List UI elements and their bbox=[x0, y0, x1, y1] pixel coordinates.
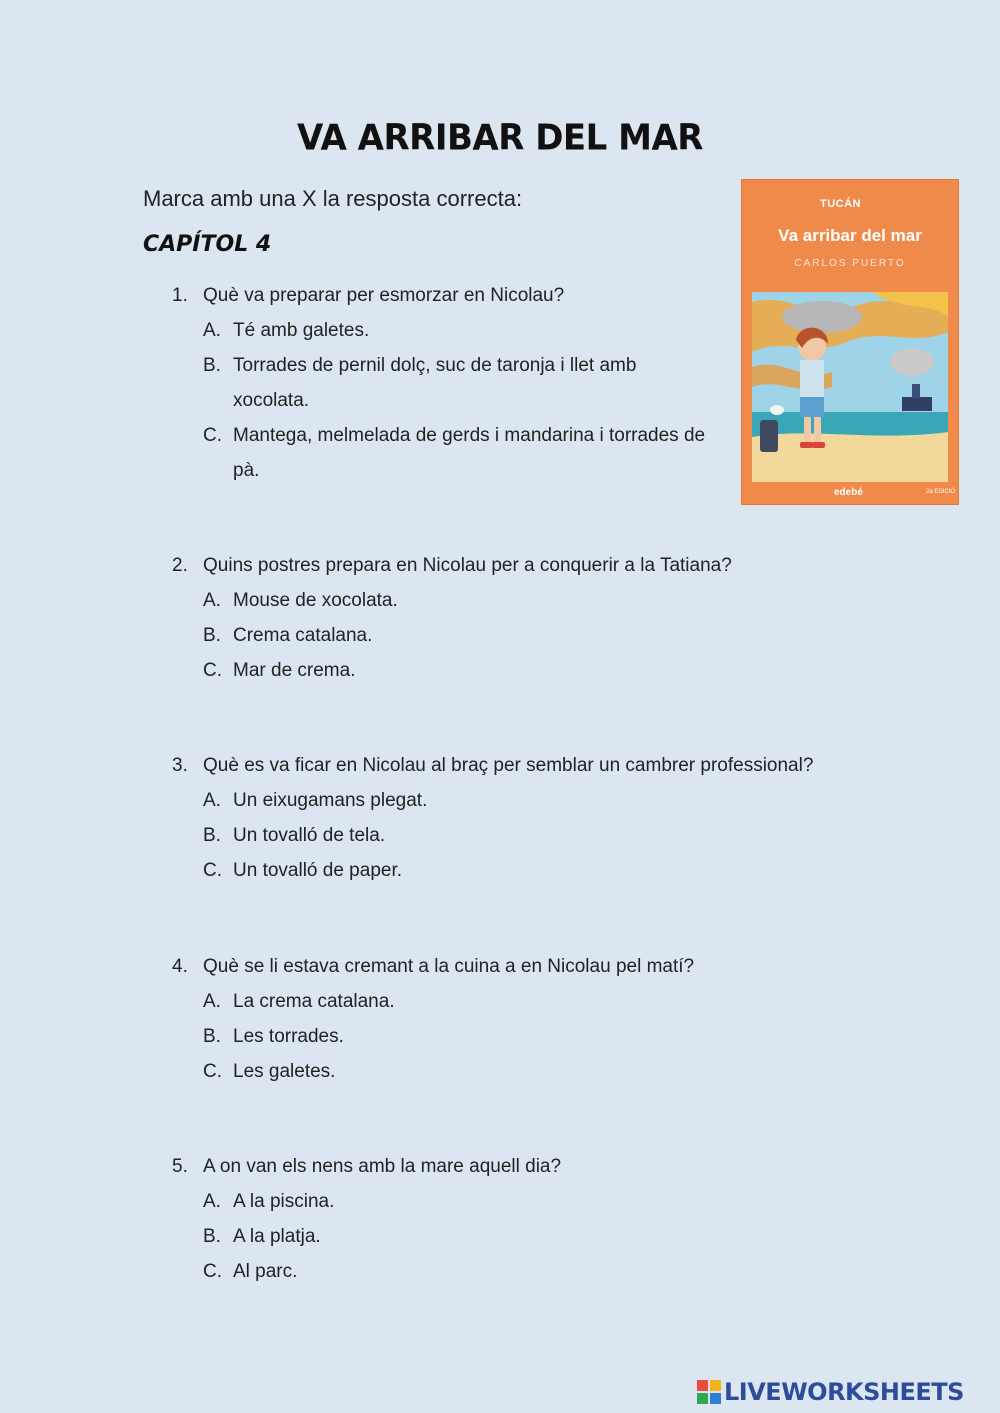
option-letter: B. bbox=[203, 825, 221, 846]
question-text: Què es va ficar en Nicolau al braç per semblar un cambrer professional? bbox=[203, 755, 814, 776]
question-5 bbox=[172, 1149, 872, 1289]
cover-title: Va arribar del mar bbox=[778, 226, 922, 245]
option-text: Crema catalana. bbox=[233, 625, 373, 646]
option-a[interactable] bbox=[203, 783, 872, 818]
option-c[interactable] bbox=[203, 653, 872, 688]
option-a[interactable] bbox=[203, 583, 872, 618]
option-letter: A. bbox=[203, 991, 221, 1012]
option-b[interactable] bbox=[203, 1019, 872, 1054]
question-4 bbox=[172, 949, 872, 1089]
option-letter: A. bbox=[203, 590, 221, 611]
liveworksheets-logo[interactable] bbox=[697, 1378, 964, 1406]
option-text: Mouse de xocolata. bbox=[233, 590, 398, 611]
option-a[interactable] bbox=[203, 313, 872, 348]
option-a[interactable] bbox=[203, 984, 872, 1019]
option-letter: A. bbox=[203, 790, 221, 811]
option-letter: C. bbox=[203, 860, 222, 881]
liveworksheets-logo-text: LIVEWORKSHEETS bbox=[724, 1378, 964, 1406]
option-text: Té amb galetes. bbox=[233, 320, 370, 341]
question-1 bbox=[172, 278, 872, 488]
option-text: Torrades de pernil dolç, suc de taronja i llet amb xocolata. bbox=[233, 355, 637, 411]
cover-publisher: edebé bbox=[834, 487, 863, 498]
option-c[interactable] bbox=[203, 1254, 872, 1289]
question-2 bbox=[172, 548, 872, 688]
option-a[interactable] bbox=[203, 1184, 872, 1219]
option-letter: B. bbox=[203, 625, 221, 646]
question-text: Quins postres prepara en Nicolau per a conquerir a la Tatiana? bbox=[203, 555, 732, 576]
cover-author: CARLOS PUERTO bbox=[794, 258, 906, 269]
option-b[interactable] bbox=[203, 818, 872, 853]
option-letter: C. bbox=[203, 660, 222, 681]
option-letter: B. bbox=[203, 1026, 221, 1047]
option-c[interactable] bbox=[203, 418, 872, 488]
option-text: Un tovalló de paper. bbox=[233, 860, 403, 881]
question-text: Què va preparar per esmorzar en Nicolau? bbox=[203, 285, 565, 306]
option-c[interactable] bbox=[203, 853, 872, 888]
option-text: Un tovalló de tela. bbox=[233, 825, 386, 846]
option-letter: C. bbox=[203, 1061, 222, 1082]
option-b[interactable] bbox=[203, 1219, 872, 1254]
option-letter: B. bbox=[203, 1226, 221, 1247]
option-text: Les torrades. bbox=[233, 1026, 344, 1047]
option-letter: C. bbox=[203, 425, 222, 446]
option-text: Al parc. bbox=[233, 1261, 298, 1282]
option-letter: A. bbox=[203, 320, 221, 341]
liveworksheets-logo-icon bbox=[697, 1380, 721, 1404]
question-number: 3. bbox=[172, 755, 188, 776]
option-letter: C. bbox=[203, 1261, 222, 1282]
option-b[interactable] bbox=[203, 348, 872, 418]
question-number: 2. bbox=[172, 555, 188, 576]
cover-brand: TUCÁN bbox=[820, 198, 861, 210]
option-text: A la piscina. bbox=[233, 1191, 335, 1212]
worksheet-title: VA ARRIBAR DEL MAR bbox=[296, 117, 703, 159]
option-text: Mantega, melmelada de gerds i mandarina i torrades de pà. bbox=[233, 425, 706, 481]
question-3 bbox=[172, 748, 872, 888]
question-number: 1. bbox=[172, 285, 188, 306]
option-b[interactable] bbox=[203, 618, 872, 653]
cover-edition: 2a EDICIÓ bbox=[926, 489, 956, 495]
option-letter: A. bbox=[203, 1191, 221, 1212]
option-text: Mar de crema. bbox=[233, 660, 356, 681]
option-c[interactable] bbox=[203, 1054, 872, 1089]
option-text: A la platja. bbox=[233, 1226, 321, 1247]
question-number: 5. bbox=[172, 1156, 188, 1177]
instruction-text: Marca amb una X la resposta correcta: bbox=[143, 186, 523, 211]
question-text: Què se li estava cremant a la cuina a en Nicolau pel matí? bbox=[203, 956, 695, 977]
question-text: A on van els nens amb la mare aquell dia? bbox=[203, 1156, 562, 1177]
option-text: Un eixugamans plegat. bbox=[233, 790, 428, 811]
chapter-heading: CAPÍTOL 4 bbox=[143, 232, 272, 257]
option-text: Les galetes. bbox=[233, 1061, 336, 1082]
option-letter: B. bbox=[203, 355, 221, 376]
option-text: La crema catalana. bbox=[233, 991, 395, 1012]
question-number: 4. bbox=[172, 956, 188, 977]
